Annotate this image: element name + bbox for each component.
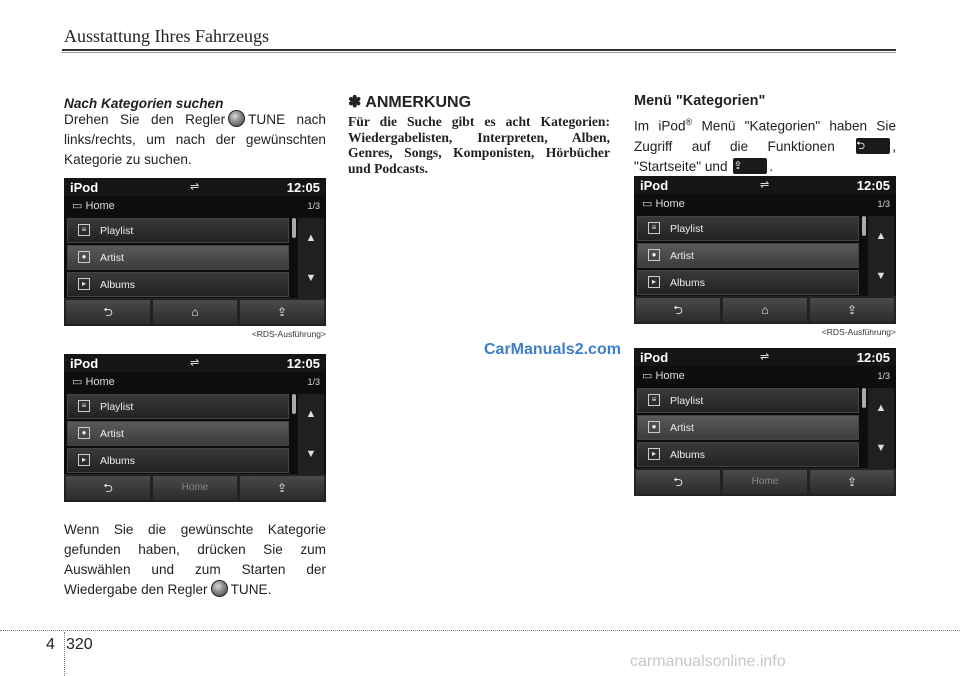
home-label-text: Home (655, 198, 685, 210)
menu-text-d: "Startseite" und (634, 158, 728, 174)
album-icon: ▸ (78, 454, 90, 466)
scrollbar[interactable] (292, 218, 296, 238)
instruction-paragraph-2 (64, 520, 326, 600)
back-button[interactable]: ⮌ (66, 300, 150, 324)
header-rule-thin (62, 52, 896, 53)
menu-description (634, 112, 896, 177)
scroll-down-button[interactable]: ▼ (298, 258, 324, 298)
back-button[interactable]: ⮌ (66, 476, 150, 500)
watermark-carmanuals2: CarManuals2.com (484, 341, 621, 358)
back-button-icon (856, 138, 890, 154)
screen-clock: 12:05 (856, 178, 890, 193)
scroll-up-button[interactable]: ▲ (298, 218, 324, 258)
home-label-text: Home (655, 370, 685, 382)
figure-caption-3: <RDS-Ausführung> (821, 327, 896, 337)
screen-clock: 12:05 (856, 350, 890, 365)
page-header: Ausstattung Ihres Fahrzeugs (64, 26, 269, 46)
home-button[interactable]: ⌂ (723, 298, 807, 322)
upload-button[interactable]: ⇪ (810, 298, 894, 322)
page-indicator: 1/3 (877, 371, 890, 381)
list-item-albums[interactable] (637, 442, 859, 467)
folder-home-label[interactable]: ▭ Home (72, 376, 115, 388)
artist-icon: ● (78, 427, 90, 439)
upload-button-icon (733, 158, 767, 174)
footer-rule (0, 630, 960, 631)
scroll-up-button[interactable]: ▲ (868, 388, 894, 428)
screen-title: iPod (640, 350, 669, 365)
list-item-label: Artist (100, 252, 124, 264)
folder-home-label[interactable]: ▭ Home (72, 200, 115, 212)
scrollbar[interactable] (862, 216, 866, 236)
list-item-playlist[interactable] (637, 388, 859, 413)
list-item-playlist[interactable] (67, 218, 289, 243)
scroll-up-button[interactable]: ▲ (298, 394, 324, 434)
list-item-artist[interactable] (637, 415, 859, 440)
list-item-albums[interactable] (67, 448, 289, 473)
list-item-artist[interactable] (67, 421, 289, 446)
list-item-playlist[interactable] (637, 216, 859, 241)
menu-text-b: Menü "Kategorien" haben Sie Zugriff auf die Funktionen (634, 118, 897, 154)
menu-text-e: . (769, 158, 774, 174)
tune-knob-icon (211, 580, 228, 597)
list-item-label: Artist (670, 422, 694, 434)
header-rule (62, 49, 896, 51)
page-indicator: 1/3 (307, 377, 320, 387)
page-number: 320 (66, 636, 93, 653)
page-indicator: 1/3 (877, 199, 890, 209)
screen-title: iPod (70, 180, 99, 195)
ipod-screen-3 (634, 176, 896, 324)
list-item-label: Playlist (670, 223, 704, 235)
para2-text-b: TUNE. (230, 582, 272, 597)
playlist-icon: ≡ (78, 400, 90, 412)
para1-text-b: TUNE nach links/rechts, um nach der gewünschten Kategorie zu suchen. (64, 112, 326, 167)
watermark-carmanualsonline: carmanualsonline.info (630, 653, 786, 670)
album-icon: ▸ (648, 276, 660, 288)
note-star-icon: ✽ (348, 94, 362, 111)
note-body: Für die Suche gibt es acht Kategorien: Wiedergabelisten, Interpreten, Alben, Genres, Songs, Komponisten, Hörbücher und Podcasts. (348, 114, 610, 176)
playlist-icon: ≡ (648, 394, 660, 406)
home-text-button[interactable]: Home (723, 470, 807, 494)
back-button[interactable]: ⮌ (636, 470, 720, 494)
home-label-text: Home (85, 200, 115, 212)
list-item-label: Albums (100, 455, 136, 467)
folder-home-label[interactable]: ▭ Home (642, 370, 685, 382)
folder-home-label[interactable]: ▭ Home (642, 198, 685, 210)
usb-icon: ⇌ (190, 357, 200, 369)
tune-knob-icon (228, 110, 245, 127)
figure-caption-1: <RDS-Ausführung> (251, 329, 326, 339)
screen-title: iPod (640, 178, 669, 193)
page-indicator: 1/3 (307, 201, 320, 211)
scroll-up-button[interactable]: ▲ (868, 216, 894, 256)
playlist-icon: ≡ (648, 222, 660, 234)
back-glyph: ⮌ (856, 139, 866, 152)
list-item-albums[interactable] (67, 272, 289, 297)
instruction-paragraph-1 (64, 110, 326, 170)
home-text-button[interactable]: Home (153, 476, 237, 500)
screen-clock: 12:05 (286, 356, 320, 371)
scroll-down-button[interactable]: ▼ (868, 256, 894, 296)
chapter-number: 4 (46, 636, 55, 653)
list-item-label: Albums (670, 277, 706, 289)
footer-divider (64, 632, 65, 676)
scroll-down-button[interactable]: ▼ (868, 428, 894, 468)
screen-clock: 12:05 (286, 180, 320, 195)
list-item-label: Playlist (100, 225, 134, 237)
screen-title: iPod (70, 356, 99, 371)
artist-icon: ● (648, 249, 660, 261)
para1-text-a: Drehen Sie den Regler (64, 112, 226, 127)
upload-button[interactable]: ⇪ (240, 476, 324, 500)
section-heading: Nach Kategorien suchen (64, 96, 224, 111)
list-item-label: Albums (670, 449, 706, 461)
album-icon: ▸ (78, 278, 90, 290)
album-icon: ▸ (648, 448, 660, 460)
note-heading-text: ANMERKUNG (365, 94, 472, 111)
upload-glyph: ⇪ (733, 159, 743, 172)
registered-mark: ® (685, 117, 693, 127)
list-item-label: Playlist (100, 401, 134, 413)
menu-text-c: , (892, 138, 897, 154)
list-item-label: Playlist (670, 395, 704, 407)
ipod-screen-1 (64, 178, 326, 326)
upload-button[interactable]: ⇪ (240, 300, 324, 324)
list-item-label: Albums (100, 279, 136, 291)
menu-text-a: Im iPod (634, 118, 686, 134)
scrollbar[interactable] (862, 388, 866, 408)
home-button[interactable]: ⌂ (153, 300, 237, 324)
para2-text-a: Wenn Sie die gewünschte Kategorie gefunden haben, drücken Sie zum Auswählen und zum Starten der Wiedergabe den Regler (64, 522, 326, 597)
note-heading (348, 92, 471, 112)
list-item-artist[interactable] (637, 243, 859, 268)
ipod-screen-4 (634, 348, 896, 496)
artist-icon: ● (78, 251, 90, 263)
scrollbar[interactable] (292, 394, 296, 414)
list-item-label: Artist (100, 428, 124, 440)
list-item-label: Artist (670, 250, 694, 262)
list-item-artist[interactable] (67, 245, 289, 270)
list-item-playlist[interactable] (67, 394, 289, 419)
home-label-text: Home (85, 376, 115, 388)
scroll-down-button[interactable]: ▼ (298, 434, 324, 474)
usb-icon: ⇌ (190, 181, 200, 193)
usb-icon: ⇌ (760, 351, 770, 363)
usb-icon: ⇌ (760, 179, 770, 191)
back-button[interactable]: ⮌ (636, 298, 720, 322)
menu-heading: Menü "Kategorien" (634, 93, 766, 109)
artist-icon: ● (648, 421, 660, 433)
ipod-screen-2 (64, 354, 326, 502)
playlist-icon: ≡ (78, 224, 90, 236)
list-item-albums[interactable] (637, 270, 859, 295)
upload-button[interactable]: ⇪ (810, 470, 894, 494)
